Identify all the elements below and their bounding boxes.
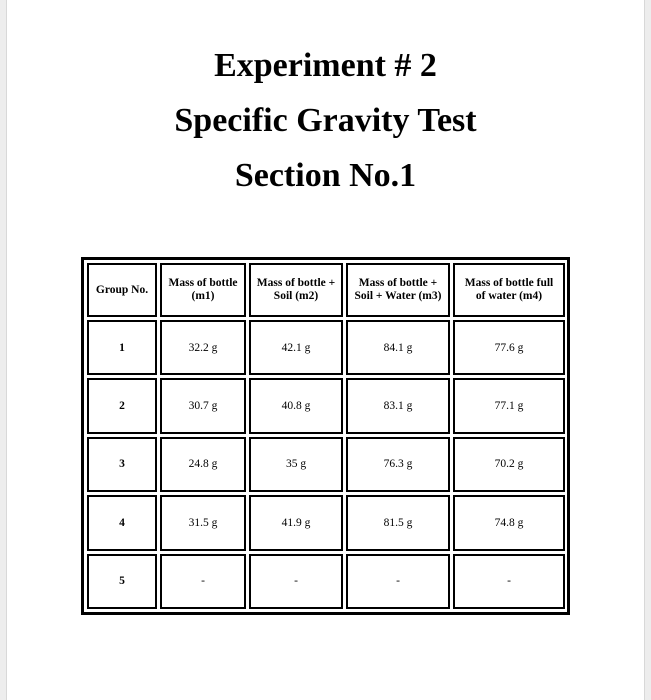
- header-text: Group No.: [95, 283, 149, 296]
- cell-group-no: 4: [87, 495, 157, 550]
- cell-m3: 83.1 g: [346, 378, 450, 433]
- cell-m3: 81.5 g: [346, 495, 450, 550]
- cell-m2: 40.8 g: [249, 378, 343, 433]
- cell-m2: 41.9 g: [249, 495, 343, 550]
- table-header-row: [87, 263, 565, 317]
- header-group-no: [87, 263, 157, 317]
- cell-group-no: 5: [87, 554, 157, 609]
- cell-m2: -: [249, 554, 343, 609]
- header-m4: [453, 263, 565, 317]
- header-text: of water (m4): [475, 290, 543, 302]
- cell-m3: 84.1 g: [346, 320, 450, 375]
- cell-group-no: 1: [87, 320, 157, 375]
- document-title: [0, 38, 651, 203]
- cell-m4: 77.1 g: [453, 378, 565, 433]
- table-row: [87, 437, 565, 492]
- title-experiment: Experiment # 2: [214, 47, 437, 84]
- cell-m1: 24.8 g: [160, 437, 246, 492]
- cell-m1: 30.7 g: [160, 378, 246, 433]
- table-row: [87, 320, 565, 375]
- cell-m2: 42.1 g: [249, 320, 343, 375]
- data-table-frame: [81, 257, 570, 615]
- cell-group-no: 3: [87, 437, 157, 492]
- header-text: Mass of bottle full: [464, 277, 554, 289]
- title-test-name: Specific Gravity Test: [174, 102, 477, 139]
- header-m1: [160, 263, 246, 317]
- cell-m4: 77.6 g: [453, 320, 565, 375]
- cell-m1: -: [160, 554, 246, 609]
- cell-m2: 35 g: [249, 437, 343, 492]
- cell-group-no: 2: [87, 378, 157, 433]
- cell-m1: 31.5 g: [160, 495, 246, 550]
- cell-m4: 74.8 g: [453, 495, 565, 550]
- header-m3: [346, 263, 450, 317]
- table-row: [87, 378, 565, 433]
- header-text: Soil + Water (m3): [354, 290, 442, 302]
- cell-m1: 32.2 g: [160, 320, 246, 375]
- header-text: Mass of bottle +: [358, 277, 438, 289]
- cell-m4: 70.2 g: [453, 437, 565, 492]
- table-row: [87, 495, 565, 550]
- header-text: Mass of bottle: [168, 277, 238, 289]
- header-m2: [249, 263, 343, 317]
- title-section: Section No.1: [234, 157, 417, 194]
- header-text: (m1): [191, 290, 215, 302]
- table-row: [87, 554, 565, 609]
- cell-m3: -: [346, 554, 450, 609]
- cell-m3: 76.3 g: [346, 437, 450, 492]
- cell-m4: -: [453, 554, 565, 609]
- header-text: Mass of bottle +: [256, 277, 336, 289]
- data-table: [84, 260, 568, 612]
- header-text: Soil (m2): [273, 290, 319, 302]
